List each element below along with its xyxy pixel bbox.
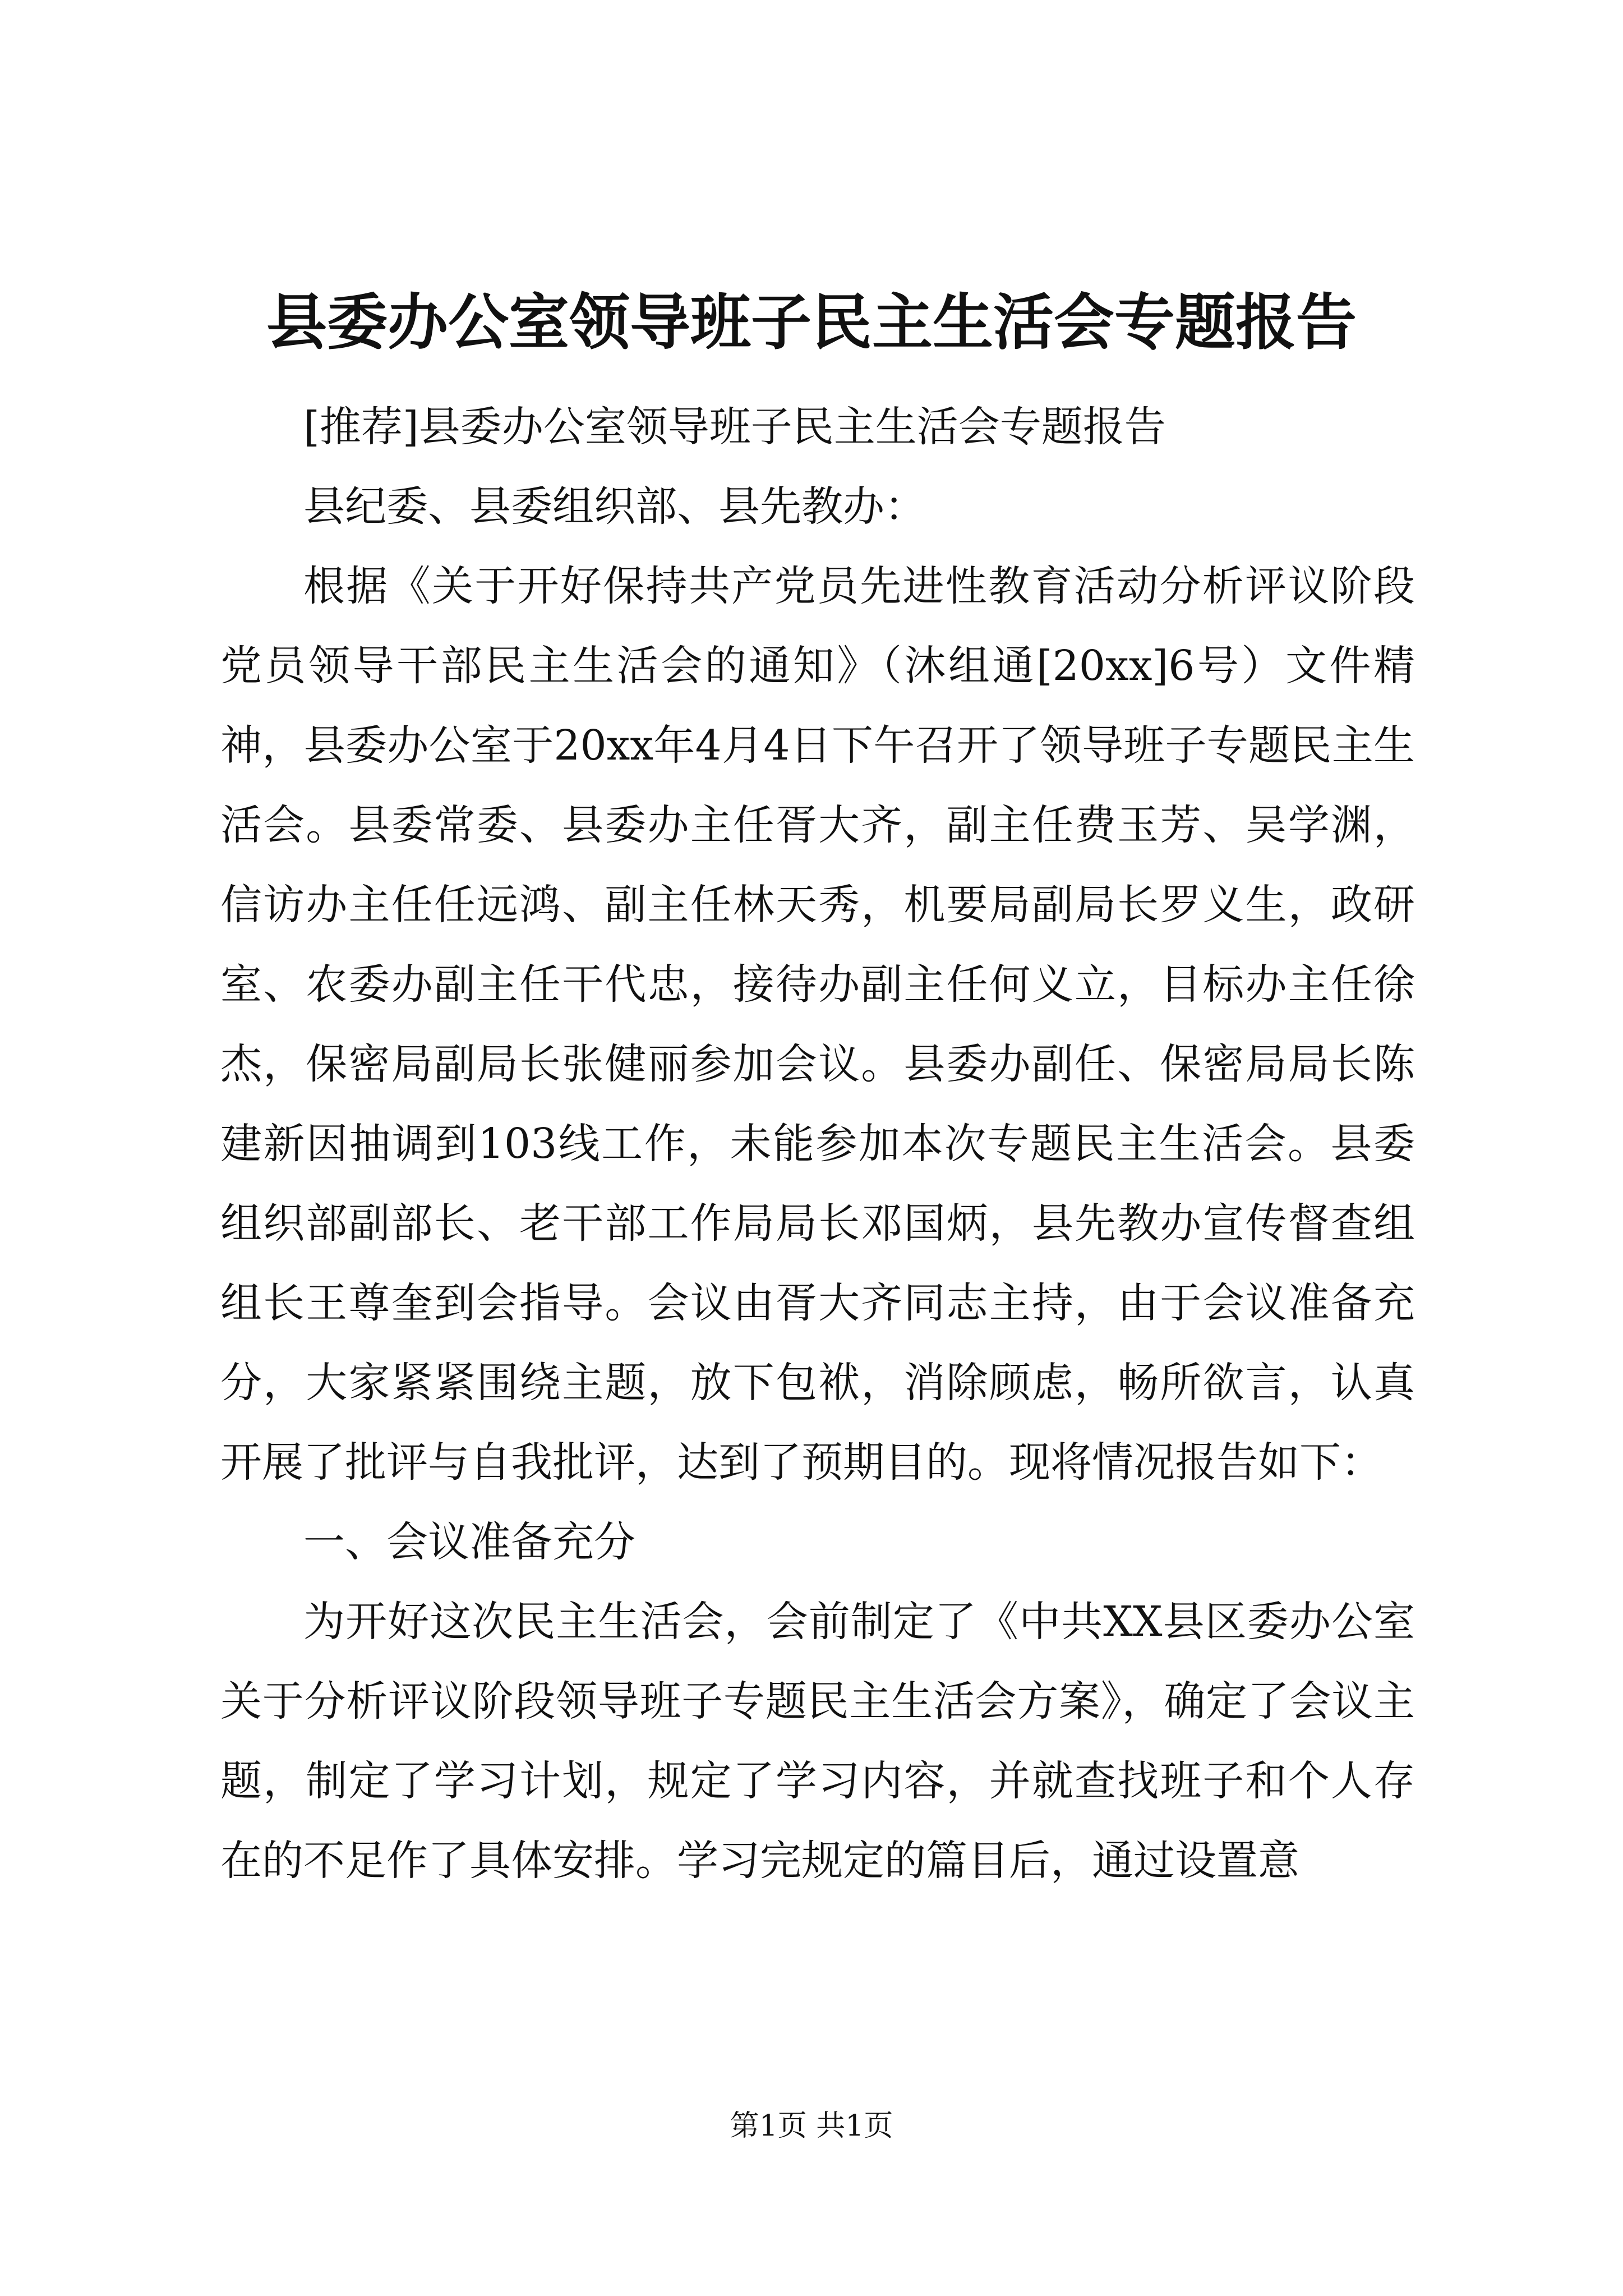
document-title: 县委办公室领导班子民主生活会专题报告 [266, 287, 1357, 358]
paragraph-preparation: 为开好这次民主生活会，会前制定了《中共XX县区委办公室关于分析评议阶段领导班子专题民主生活会方案》，确定了会议主题，制定了学习计划，规定了学习内容，并就查找班子和个人存在的不足作了具体安排。学习完规定的篇目后，通过设置意 [220, 1598, 1415, 1885]
paragraph-recommend-heading: [推荐]县委办公室领导班子民主生活会专题报告 [303, 403, 1166, 451]
paragraph-addressee: 县纪委、县委组织部、县先教办： [303, 482, 926, 531]
section-heading-1: 一、会议准备充分 [303, 1518, 635, 1566]
document-body [220, 387, 1415, 1901]
page-number-footer: 第1页 共1页 [730, 2109, 893, 2143]
paragraph-meeting-summary: 根据《关于开好保持共产党员先进性教育活动分析评议阶段党员领导干部民主生活会的通知》（沐组通[20xx]6号）文件精神，县委办公室于20xx年4月4日下午召开了领导班子专题民主生活会。县委常委、县委办主任胥大齐，副主任费玉芳、吴学渊，信访办主任任远鸿、副主任林天秀，机要局副局长罗义生，政研室、农委办副主任干代忠，接待办副主任何义立，目标办主任徐杰，保密局副局长张健丽参加会议。县委办副任、保密局局长陈建新因抽调到103线工作，未能参加本次专题民主生活会。县委组织部副部长、老干部工作局局长邓国炳，县先教办宣传督查组组长王尊奎到会指导。会议由胥大齐同志主持，由于会议准备充分，大家紧紧围绕主题，放下包袱，消除顾虑，畅所欲言，认真开展了批评与自我批评，达到了预期目的。现将情况报告如下： [220, 562, 1415, 1487]
